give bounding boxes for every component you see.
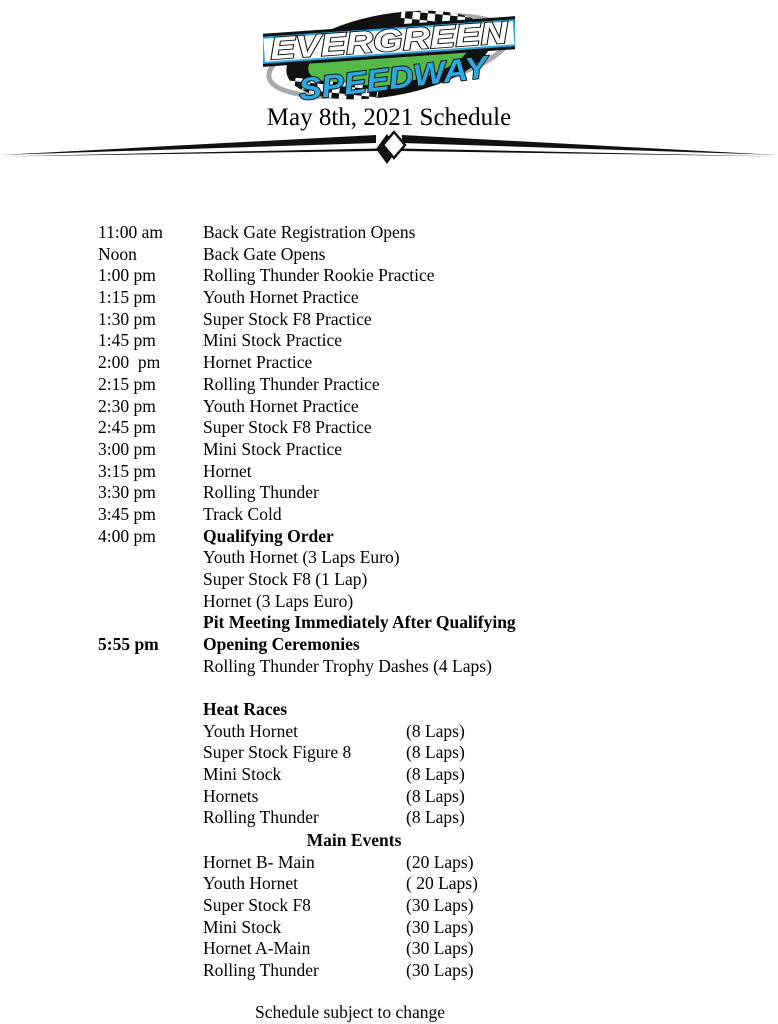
heat-races-heading: Heat Races — [203, 699, 288, 719]
race-laps: (8 Laps) — [406, 720, 465, 741]
race-laps: (30 Laps) — [406, 959, 474, 980]
row-time: 1:00 pm — [98, 265, 156, 286]
schedule-row — [0, 612, 778, 634]
heat-race-row — [0, 807, 778, 829]
main-events-section — [0, 852, 778, 982]
main-events-heading: Main Events — [306, 829, 402, 850]
race-laps: ( 20 Laps) — [406, 873, 478, 894]
main-event-row — [0, 960, 778, 982]
schedule-row — [0, 244, 778, 266]
logo-text-evergreen: EVERGREEN — [268, 17, 466, 67]
row-time: 1:45 pm — [98, 330, 156, 351]
row-event: Super Stock F8 Practice — [203, 417, 372, 438]
row-event: Back Gate Opens — [203, 243, 326, 264]
schedule-row — [0, 482, 778, 504]
schedule-row — [0, 374, 778, 396]
row-event: Rolling Thunder Practice — [203, 373, 380, 394]
schedule-row — [0, 569, 778, 591]
race-name: Rolling Thunder — [203, 959, 319, 980]
schedule-row — [0, 634, 778, 656]
main-event-row — [0, 938, 778, 960]
schedule-list — [0, 222, 778, 677]
race-laps: (20 Laps) — [406, 851, 474, 872]
schedule-row — [0, 309, 778, 331]
race-laps: (30 Laps) — [406, 938, 474, 959]
main-event-row — [0, 873, 778, 895]
row-time: 11:00 am — [98, 222, 163, 242]
row-event: Hornet — [203, 460, 252, 481]
row-event: Rolling Thunder Rookie Practice — [203, 265, 435, 286]
row-time: 3:00 pm — [98, 438, 156, 459]
race-laps: (30 Laps) — [406, 894, 474, 915]
row-event: Qualifying Order — [203, 525, 334, 546]
race-name: Hornets — [203, 785, 259, 806]
row-time: 2:30 pm — [98, 395, 156, 416]
decorative-divider — [0, 115, 778, 193]
schedule-row — [0, 396, 778, 418]
heat-race-row — [0, 721, 778, 743]
schedule-row — [0, 656, 778, 678]
race-name: Youth Hornet — [203, 873, 298, 894]
race-name: Super Stock Figure 8 — [203, 742, 352, 763]
race-laps: (8 Laps) — [406, 807, 465, 828]
row-event: Super Stock F8 Practice — [203, 308, 372, 329]
schedule-row — [0, 591, 778, 613]
schedule-row — [0, 547, 778, 569]
row-event: Super Stock F8 (1 Lap) — [203, 569, 368, 589]
row-time: 1:30 pm — [98, 308, 156, 329]
race-laps: (30 Laps) — [406, 916, 474, 937]
main-event-row — [0, 917, 778, 939]
row-event: Pit Meeting Immediately After Qualifying — [203, 612, 516, 633]
race-name: Youth Hornet — [203, 720, 298, 741]
row-event: Hornet (3 Laps Euro) — [203, 590, 354, 611]
row-event: Hornet Practice — [203, 352, 313, 373]
row-event: Back Gate Registration Opens — [203, 222, 416, 242]
race-name: Mini Stock — [203, 764, 282, 785]
evergreen-speedway-logo — [263, 5, 515, 107]
row-time: 3:45 pm — [98, 503, 156, 524]
heat-races-section — [0, 699, 778, 829]
main-event-row — [0, 852, 778, 874]
heat-race-row — [0, 786, 778, 808]
row-time: 1:15 pm — [98, 287, 156, 308]
race-name: Hornet B- Main — [203, 851, 315, 872]
row-event: Rolling Thunder — [203, 482, 319, 503]
race-name: Mini Stock — [203, 916, 282, 937]
schedule-row — [0, 330, 778, 352]
logo-graphic — [263, 5, 515, 107]
heat-races-heading-row — [0, 699, 778, 721]
row-event: Youth Hornet Practice — [203, 287, 359, 308]
row-time: 2:00 pm — [98, 352, 161, 373]
schedule-row — [0, 287, 778, 309]
row-time: 3:30 pm — [98, 482, 156, 503]
race-laps: (8 Laps) — [406, 764, 465, 785]
race-name: Hornet A-Main — [203, 938, 311, 959]
schedule-row — [0, 417, 778, 439]
schedule-row — [0, 222, 778, 244]
schedule-row — [0, 352, 778, 374]
main-event-row — [0, 895, 778, 917]
row-event: Mini Stock Practice — [203, 330, 343, 351]
logo-text-speedway: SPEEDWAY — [296, 51, 474, 107]
row-event: Youth Hornet Practice — [203, 395, 359, 416]
row-time: 3:15 pm — [98, 460, 156, 481]
schedule-row — [0, 504, 778, 526]
heat-race-row — [0, 764, 778, 786]
schedule-row — [0, 439, 778, 461]
race-name: Rolling Thunder — [203, 807, 319, 828]
row-event: Track Cold — [203, 503, 282, 524]
row-event: Youth Hornet (3 Laps Euro) — [203, 547, 400, 568]
row-time: 5:55 pm — [98, 634, 159, 655]
race-name: Super Stock F8 — [203, 894, 311, 915]
row-time: Noon — [98, 243, 137, 264]
heat-race-row — [0, 742, 778, 764]
footer-note: Schedule subject to change — [254, 1002, 446, 1022]
page-title: May 8th, 2021 Schedule — [266, 104, 512, 131]
race-laps: (8 Laps) — [406, 742, 465, 763]
schedule-row — [0, 526, 778, 548]
row-event: Rolling Thunder Trophy Dashes (4 Laps) — [203, 655, 492, 676]
row-time: 2:15 pm — [98, 373, 156, 394]
schedule-row — [0, 265, 778, 287]
row-event: Opening Ceremonies — [203, 634, 360, 655]
row-event: Mini Stock Practice — [203, 438, 343, 459]
row-time: 4:00 pm — [98, 525, 156, 546]
race-laps: (8 Laps) — [406, 785, 465, 806]
schedule-row — [0, 461, 778, 483]
row-time: 2:45 pm — [98, 417, 156, 438]
